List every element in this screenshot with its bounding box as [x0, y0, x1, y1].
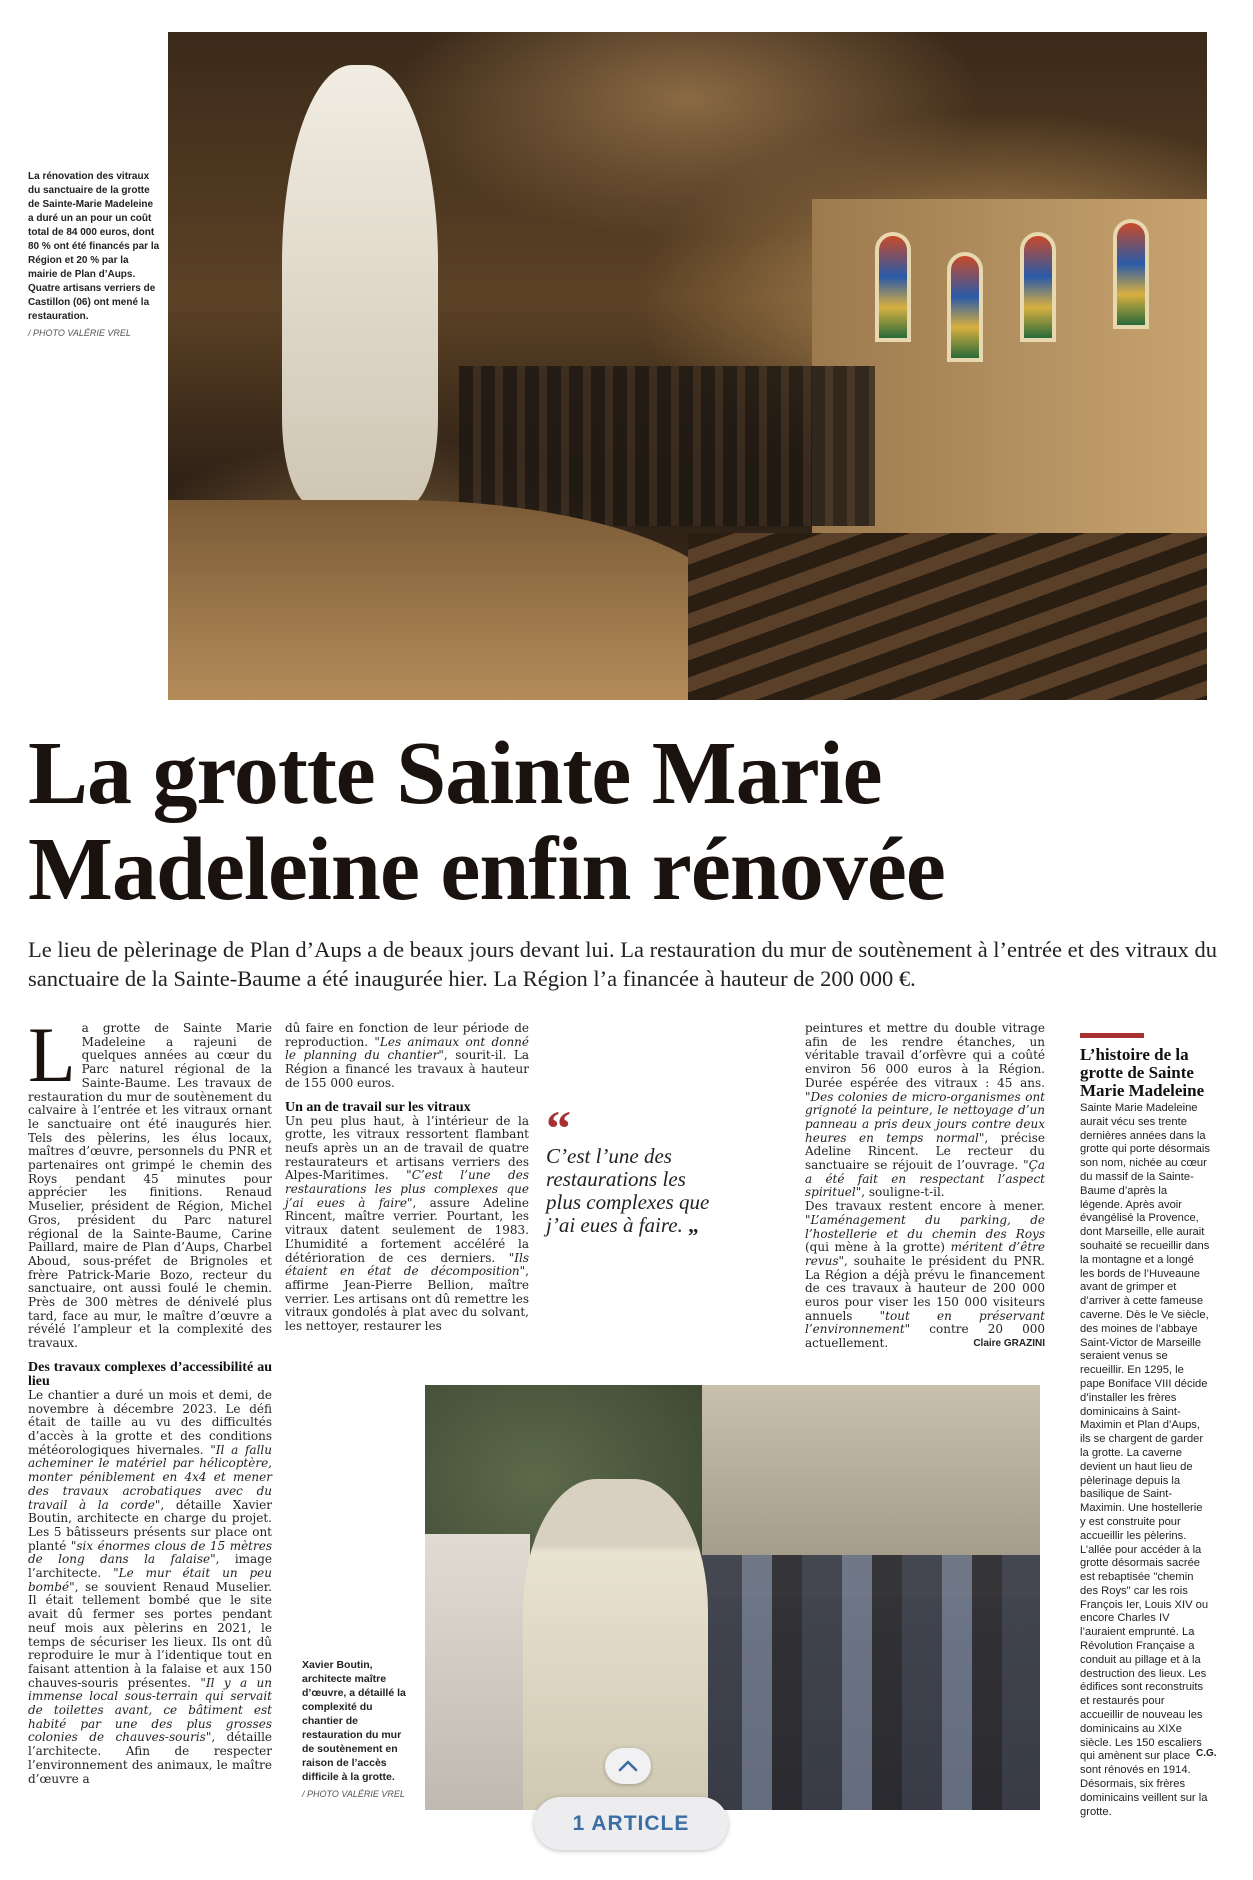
- author-byline: Claire GRAZINI: [973, 1338, 1045, 1350]
- headline-line-1: La grotte Sainte Marie: [28, 724, 882, 823]
- photo-credit: / PHOTO VALÉRIE VREL: [302, 1789, 405, 1799]
- chevron-up-icon: [617, 1759, 639, 1773]
- paragraph: Un peu plus haut, à l’intérieur de la grotte, les vitraux ressortent flambant neufs après un an de travail de quatre restaurateurs et artisans verriers des Alpes-Maritimes. "C’est l’une des restaurations les plus complexes que j’ai eues à faire", assure Adeline Rincent, maître verrier. Pourtant, les vitraux datent seulement de 1983. L’humidité a fortement accéléré la détérioration de ces derniers. "Ils étaient en état de décomposition", affirme Jean-Pierre Bellion, maître verrier. Les artisans ont dû remettre les vitraux gondolés à plat avec du solvant, les nettoyer, restaurer les: [285, 1113, 529, 1334]
- paragraph: a grotte de Sainte Marie Madeleine a rajeuni de quelques années au cœur du Parc naturel régional de la Sainte-Baume. Les travaux de restauration du mur de soutènement du calvaire à l’entrée et les vitraux ornant le sanctuaire ont été inaugurés hier. Tels des pèlerins, les élus locaux, maîtres d’œuvre, personnels du PNR et partenaires ont grimpé le chemin des Roys pendant 45 minutes pour apprécier les finitions. Renaud Muselier, président de Région, Michel Gros, président du Parc naturel régional de la Sainte-Baume, Carine Paillard, maire de Plan d’Aups, Charbel Aboud, sous-préfet de Brignoles et frère Patrick-Marie Bozo, recteur du sanctuaire, ont aussi foulé le chemin. Près de 300 mètres de dénivelé plus tard, face au mur, le maître d’œuvre a révélé l’ampleur et la complexité des travaux.: [28, 1021, 272, 1351]
- paragraph: dû faire en fonction de leur période de reproduction. "Les animaux ont donné le planning du chantier", sourit-il. La Région a financé les travaux à hauteur de 155 000 euros.: [285, 1021, 530, 1090]
- headline: [28, 726, 1228, 918]
- dropcap: L: [28, 1011, 76, 1098]
- sidebar-signature: C.G.: [1196, 1748, 1217, 1759]
- quote-close-mark: „: [688, 1213, 699, 1237]
- paragraph: peintures et mettre du double vitrage afin de les rendre étanches, un véritable travail d’orfèvre qui a coûté environ 56 000 euros à la Région. Durée espérée des vitraux : 45 ans. "Des colonies de micro-organismes ont grignoté la peinture, le nettoyage d’un panneau a pris deux jours contre deux heures en temps normal", précise Adeline Rincent. Le recteur du sanctuaire se réjouit de l’ouvrage. "Ça a été fait en respectant l’aspect spirituel", souligne-t-il.: [805, 1021, 1045, 1200]
- pull-quote: C’est l’une des restaurations les plus complexes que j’ai eues à faire. „: [546, 1144, 710, 1237]
- photo-caption: [28, 170, 160, 340]
- article-column-1: [28, 1011, 273, 1786]
- article-column-3: [805, 1022, 1045, 1351]
- subhead: Des travaux complexes d’accessibilité au lieu: [28, 1359, 272, 1389]
- cave-sanctuary-photo: [168, 32, 1207, 700]
- sidebar-title: L’histoire de la grotte de Sainte Marie Madeleine: [1080, 1045, 1205, 1100]
- sidebar-body: Sainte Marie Madeleine aurait vécu ses trente dernières années dans la grotte qui porte désormais son nom, nichée au cœur du massif de la Sainte-Baume d’après la légende. Après avoir évangélisé la Provence, dont Marseille, elle aurait souhaité se recueillir dans la montagne et a longé les bords de l’Huveaune avant de grimper et d’arriver à cette fameuse caverne. Dès le Ve siècle, des moines de l’abbaye Saint-Victor de Marseille seraient venus se recueillir. En 1295, le pape Boniface VIII décide d’installer les frères dominicains à Saint-Maximin et Plan d’Aups, ils se chargent de garder la grotte. La caverne devient un haut lieu de pèlerinage depuis la basilique de Saint-Maximin. Une hostellerie y est construite pour accueillir les pèlerins. L’allée pour accéder à la grotte désormais sacrée est rebaptisée "chemin des Roys" car les rois François Ier, Louis XIV ou encore Charles IV l’auraient emprunté. La Révolution Française a conduit au pillage et à la destruction des lieux. Les édifices sont reconstruits et restaurés pour accueillir de nouveau les dominicains au XIXe siècle. Les 150 escaliers qui amènent sur place sont rénovés en 1914. Désormais, six frères dominicains veillent sur la grotte.: [1080, 1102, 1210, 1818]
- photo-credit: / PHOTO VALÉRIE VREL: [28, 328, 131, 338]
- paragraph: Des travaux restent encore à mener. "L’aménagement du parking, de l’hostellerie et du chemin des Roys (qui mène à la grotte) méritent d’être revus", souhaite le président du PNR. La Région a déjà prévu le financement de ces travaux à hauteur de 200 000 euros pour viser les 150 000 visiteurs annuels "tout en préservant l’environnement" contre 20 000 actuellement. Claire GRAZINI: [805, 1199, 1046, 1351]
- headline-line-2: Madeleine enfin rénovée: [28, 820, 945, 919]
- photo-caption-text: Xavier Boutin, architecte maître d’œuvre, a détaillé la complexité du chantier de restauration du mur de soutènement en raison de l’accès difficile à la grotte.: [302, 1659, 406, 1783]
- photo-caption-text: La rénovation des vitraux du sanctuaire de la grotte de Sainte-Marie Madeleine a duré un an pour un coût total de 84 000 euros, dont 80 % ont été financés par la Région et 20 % par la mairie de Plan d’Aups. Quatre artisans verriers de Castillon (06) ont mené la restauration.: [28, 171, 160, 322]
- subhead: Un an de travail sur les vitraux: [285, 1099, 471, 1115]
- architect-photo: [425, 1385, 1040, 1810]
- quote-open-mark: “: [546, 1100, 571, 1156]
- scroll-up-button[interactable]: [605, 1748, 651, 1784]
- sidebar-accent-rule: [1080, 1033, 1144, 1038]
- photo-caption: [302, 1658, 414, 1801]
- lede: Le lieu de pèlerinage de Plan d’Aups a de beaux jours devant lui. La restauration du mur de soutènement à l’entrée et des vitraux du sanctuaire de la Sainte-Baume a été inaugurée hier. La Région l’a financée à hauteur de 200 000 €.: [28, 937, 1217, 991]
- paragraph: Le chantier a duré un mois et demi, de novembre à décembre 2023. Le défi était de taille au vu des difficultés d’accès à la grotte et des conditions météorologiques hivernales. "Il a fallu acheminer le matériel par hélicoptère, monter péniblement en 4x4 et mener des travaux acrobatiques avec du travail à la corde", détaille Xavier Boutin, architecte en charge du projet. Les 5 bâtisseurs présents sur place ont planté "six énormes clous de 15 mètres de long dans la falaise", image l’architecte. "Le mur était un peu bombé", se souvient Renaud Muselier. Il était tellement bombé que le site avait dû fermer ses portes pendant neuf mois aux pèlerins en 2021, le temps de sécuriser les lieux. Ils ont dû reproduire le mur à l’identique tout en faisant attention à la falaise et aux 150 chauves-souris présentes. "Il y a un immense local sous-terrain qui servait de toilettes avant, ce bâtiment est habité par une des plus grosses colonies de chauves-souris", détaille l’architecte. Afin de respecter l’environnement des animaux, le maître d’œuvre a: [28, 1387, 273, 1786]
- article-column-2: [285, 1022, 529, 1334]
- article-count-button[interactable]: 1 ARTICLE: [534, 1797, 728, 1850]
